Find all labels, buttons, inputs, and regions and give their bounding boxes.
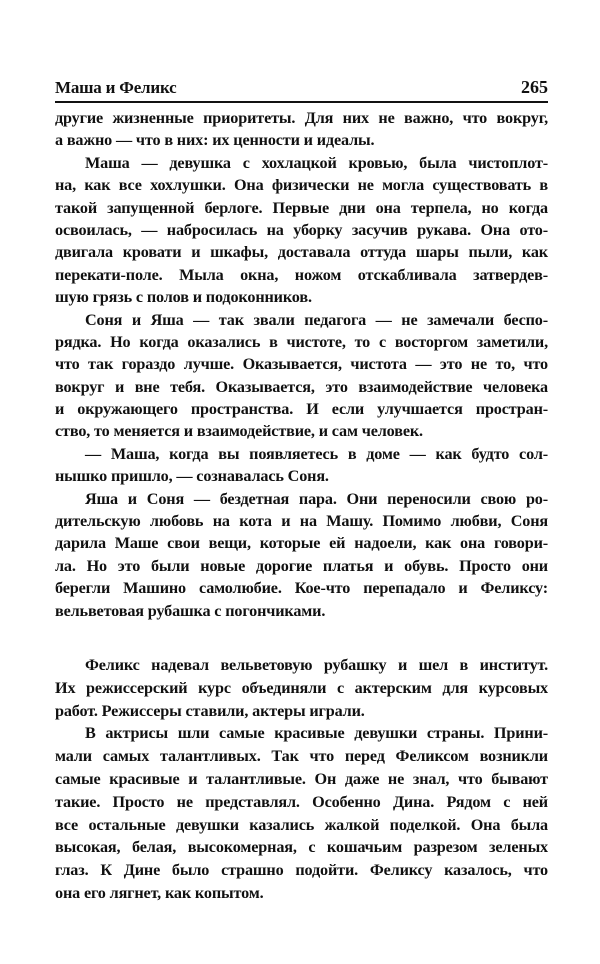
text-line: нышко пришло, — сознавалась Соня. [55,467,329,486]
text-line: вельветовая рубашка с погончиками. [55,601,326,620]
text-line: такие. Просто не представлял. Особенно Дина. Рядом с ней [55,792,548,811]
text-line: Яша и Соня — бездетная пара. Они переносили свою ро- [85,489,548,508]
text-line: все остальные девушки казались жалкой поделкой. Она была [55,815,548,834]
running-title: Маша и Феликс [55,78,177,97]
text-line: дительскую любовь на кота и на Машу. Помимо любви, Соня [55,512,548,531]
page-header [55,72,548,102]
text-line: мали самых талантливых. Так что перед Феликсом возникли [55,747,548,766]
text-line: она его лягнет, как копытом. [55,883,264,902]
text-line: Маша — девушка с хохлацкой кровью, была чистоплот- [85,153,548,172]
text-line: другие жизненные приоритеты. Для них не важно, что вокруг, [55,109,548,127]
text-line: самые красивые и талантливые. Он даже не знал, что бывают [55,769,548,788]
text-line: В актрисы шли самые красивые девушки страны. Прини- [85,724,548,743]
text-line: такой запущенной берлоге. Первые дни она терпела, но когда [55,198,548,217]
text-block-1 [55,107,548,622]
header-rule [55,101,548,103]
text-block-2 [55,654,548,905]
text-line: шую грязь с полов и подоконников. [55,288,312,307]
text-line: перекати-поле. Мыла окна, ножом отскабливала затвердев- [55,265,548,284]
text-line: вокруг и вне тебя. Оказывается, это взаимодействие человека [55,377,548,396]
text-line: глаз. К Дине было страшно подойти. Феликсу казалось, что [55,861,548,880]
text-line: ла. Но это были новые дорогие платья и обувь. Просто они [55,556,548,575]
text-line: на, как все хохлушки. Она физически не могла существовать в [55,176,548,195]
text-line: высокая, белая, высокомерная, с кошачьим разрезом зеленых [55,838,548,857]
text-line: что так гораздо лучше. Оказывается, чистота — это не то, что [55,355,548,374]
text-line: работ. Режиссеры ставили, актеры играли. [55,701,365,720]
text-line: и окружающего пространства. И если улучшается простран- [55,400,548,419]
text-line: дарила Маше свои вещи, которые ей надоели, как она говори- [55,534,548,553]
text-line: Соня и Яша — так звали педагога — не замечали беспо- [85,310,548,329]
text-line: берегли Машино самолюбие. Кое-что перепадало и Феликсу: [55,579,548,598]
text-line: Их режиссерский курс объединяли с актерским для курсовых [55,678,548,697]
text-line: а важно — что в них: их ценности и идеалы. [55,131,375,150]
text-line: — Маша, когда вы появляетесь в доме — как будто сол- [85,444,548,463]
text-line: Феликс надевал вельветовую рубашку и шел в институт. [85,656,548,674]
page-number: 265 [521,77,548,97]
text-line: двигала кровати и шкафы, доставала оттуда шары пыли, как [55,243,548,262]
text-line: освоилась, — набросилась на уборку засучив рукава. Она ото- [55,220,548,239]
text-line: ство, то меняется и взаимодействие, и сам человек. [55,422,423,441]
text-line: рядка. Но когда оказались в чистоте, то с восторгом заметили, [55,332,548,351]
